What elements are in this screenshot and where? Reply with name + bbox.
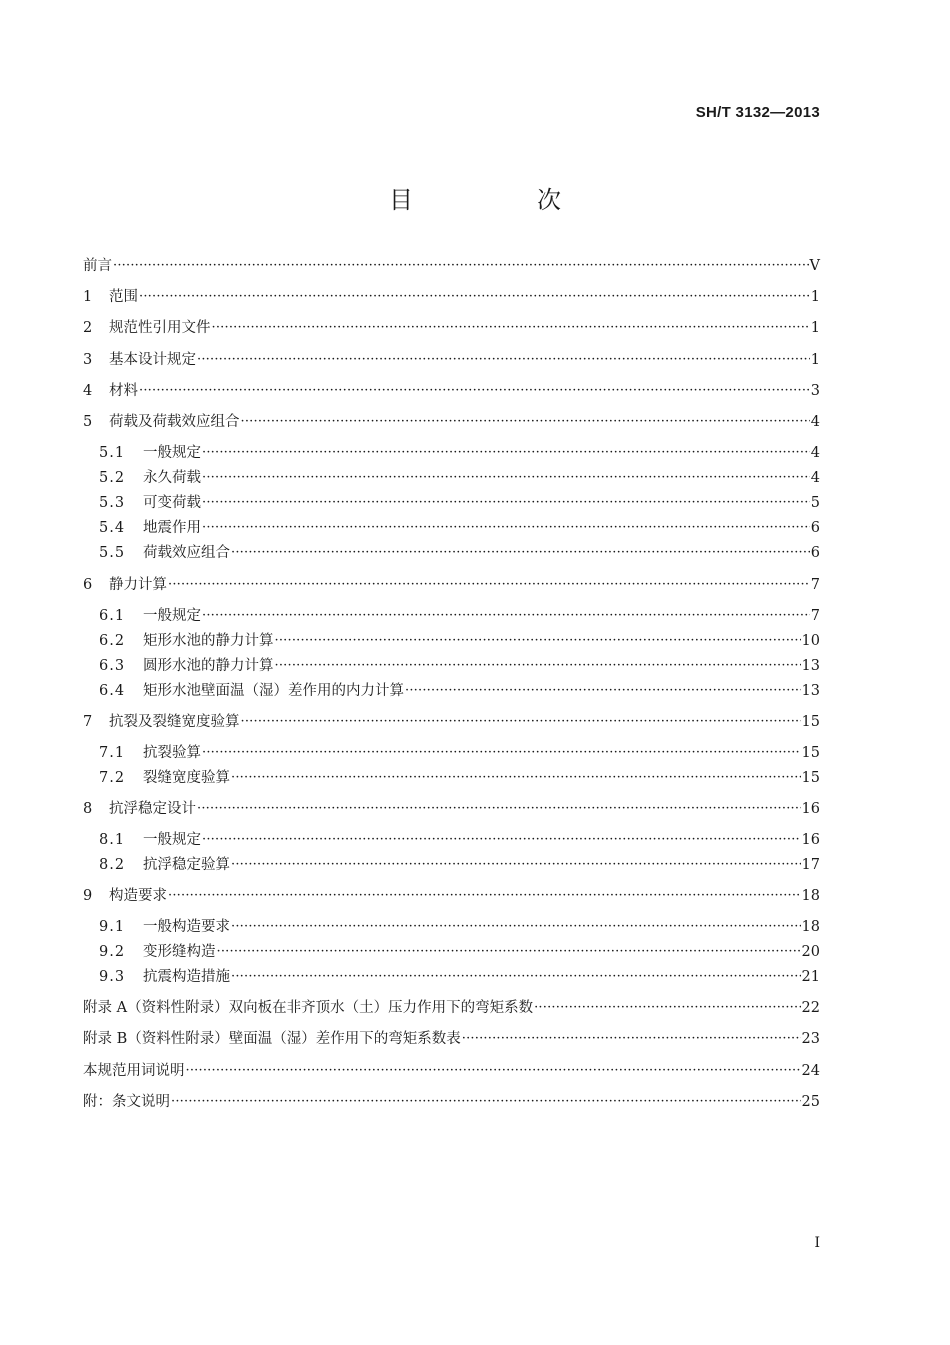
leader-dots <box>113 255 809 277</box>
leader-dots <box>231 542 810 564</box>
toc-number: 5.4 <box>99 520 126 536</box>
toc-page: 3 <box>810 383 820 399</box>
toc-entry-6-2[interactable] <box>83 630 820 652</box>
toc-label: 规范性引用文件 <box>109 320 211 336</box>
toc-entry-wording[interactable] <box>83 1060 820 1082</box>
leader-dots <box>217 941 801 963</box>
leader-dots <box>212 317 810 339</box>
leader-dots <box>202 605 810 627</box>
toc-number: 5.5 <box>99 545 126 561</box>
leader-dots <box>197 798 801 820</box>
leader-dots <box>168 574 810 596</box>
toc-number: 7 <box>83 714 93 730</box>
toc-number: 6.1 <box>99 608 126 624</box>
toc-entry-explanation[interactable] <box>83 1091 820 1113</box>
toc-entry-8[interactable] <box>83 798 820 820</box>
toc-entry-5-1[interactable] <box>83 442 820 464</box>
toc-number: 6 <box>83 577 93 593</box>
toc-number: 9.1 <box>99 919 126 935</box>
leader-dots <box>241 411 810 433</box>
toc-label: 附：条文说明 <box>83 1094 170 1110</box>
toc-label: 前言 <box>83 258 112 274</box>
toc-number: 5.3 <box>99 495 126 511</box>
toc-label: 一般规定 <box>143 832 201 848</box>
page-number: I <box>814 1235 820 1251</box>
leader-dots <box>405 680 801 702</box>
toc-page: V <box>809 258 820 274</box>
toc-label: 矩形水池壁面温（湿）差作用的内力计算 <box>143 683 404 699</box>
toc-entry-5-4[interactable] <box>83 517 820 539</box>
toc-page: 13 <box>801 683 820 699</box>
toc-entry-6-4[interactable] <box>83 680 820 702</box>
toc-page: 16 <box>801 801 820 817</box>
toc-number: 7.2 <box>99 770 126 786</box>
leader-dots <box>139 380 810 402</box>
toc-number: 8 <box>83 801 93 817</box>
leader-dots <box>202 517 810 539</box>
toc-page: 21 <box>801 969 820 985</box>
toc-label: 附录 B（资料性附录）壁面温（湿）差作用下的弯矩系数表 <box>83 1031 461 1047</box>
toc-number: 3 <box>83 352 93 368</box>
toc-number: 5.2 <box>99 470 126 486</box>
toc-page: 4 <box>810 445 820 461</box>
leader-dots <box>202 829 801 851</box>
toc-number: 8.2 <box>99 857 126 873</box>
leader-dots <box>202 442 810 464</box>
toc-entry-5-3[interactable] <box>83 492 820 514</box>
toc-label: 基本设计规定 <box>109 352 196 368</box>
toc-page: 23 <box>801 1031 820 1047</box>
toc-label: 抗浮稳定设计 <box>109 801 196 817</box>
toc-page: 1 <box>810 352 820 368</box>
toc-label: 本规范用词说明 <box>83 1063 185 1079</box>
leader-dots <box>186 1060 801 1082</box>
toc-entry-7-1[interactable] <box>83 742 820 764</box>
toc-entry-appendix-b[interactable] <box>83 1028 820 1050</box>
toc-page: 1 <box>810 320 820 336</box>
toc-page: 6 <box>810 545 820 561</box>
toc-page: 6 <box>810 520 820 536</box>
leader-dots <box>231 767 801 789</box>
leader-dots <box>197 349 810 371</box>
leader-dots <box>231 916 801 938</box>
toc-page: 17 <box>801 857 820 873</box>
toc-label: 一般规定 <box>143 608 201 624</box>
toc-page: 15 <box>801 745 820 761</box>
toc-number: 4 <box>83 383 93 399</box>
toc-label: 构造要求 <box>109 888 167 904</box>
leader-dots <box>462 1028 801 1050</box>
toc-number: 7.1 <box>99 745 126 761</box>
toc-entry-3[interactable] <box>83 349 820 371</box>
toc-page: 18 <box>801 888 820 904</box>
toc-entry-5-2[interactable] <box>83 467 820 489</box>
toc-label: 材料 <box>109 383 138 399</box>
toc-page: 22 <box>801 1000 820 1016</box>
toc-number: 8.1 <box>99 832 126 848</box>
leader-dots <box>139 286 810 308</box>
leader-dots <box>275 630 801 652</box>
page-title: 目 次 <box>389 186 611 214</box>
toc-label: 地震作用 <box>143 520 201 536</box>
toc-label: 荷载效应组合 <box>143 545 230 561</box>
toc-label: 一般规定 <box>143 445 201 461</box>
toc-entry-6-3[interactable] <box>83 655 820 677</box>
toc-number: 1 <box>83 289 93 305</box>
toc-page: 15 <box>801 770 820 786</box>
toc-page: 10 <box>801 633 820 649</box>
toc-entry-9[interactable] <box>83 885 820 907</box>
toc-page: 5 <box>810 495 820 511</box>
toc-label: 抗裂及裂缝宽度验算 <box>109 714 240 730</box>
toc-entry-5[interactable] <box>83 411 820 433</box>
toc-number: 9.3 <box>99 969 126 985</box>
toc-page: 13 <box>801 658 820 674</box>
toc-label: 静力计算 <box>109 577 167 593</box>
leader-dots <box>534 997 800 1019</box>
toc-page: 18 <box>801 919 820 935</box>
toc-label: 可变荷载 <box>143 495 201 511</box>
toc-number: 2 <box>83 320 93 336</box>
leader-dots <box>275 655 801 677</box>
toc-number: 5 <box>83 414 93 430</box>
leader-dots <box>202 742 801 764</box>
toc-page: 24 <box>801 1063 820 1079</box>
toc-label: 裂缝宽度验算 <box>143 770 230 786</box>
toc-label: 矩形水池的静力计算 <box>143 633 274 649</box>
toc-entry-9-1[interactable] <box>83 916 820 938</box>
toc-entry-4[interactable] <box>83 380 820 402</box>
toc-page: 7 <box>810 577 820 593</box>
toc-entry-1[interactable] <box>83 286 820 308</box>
toc-label: 抗浮稳定验算 <box>143 857 230 873</box>
toc-number: 6.2 <box>99 633 126 649</box>
toc-entry-9-3[interactable] <box>83 966 820 988</box>
toc-number: 9 <box>83 888 93 904</box>
toc-label: 永久荷载 <box>143 470 201 486</box>
toc-page: 15 <box>801 714 820 730</box>
toc-entry-8-2[interactable] <box>83 854 820 876</box>
toc-number: 9.2 <box>99 944 126 960</box>
toc-entry-5-5[interactable] <box>83 542 820 564</box>
toc-label: 变形缝构造 <box>143 944 216 960</box>
toc-page: 7 <box>810 608 820 624</box>
toc-entry-9-2[interactable] <box>83 941 820 963</box>
leader-dots <box>241 711 801 733</box>
toc-entry-foreword[interactable] <box>83 255 820 277</box>
toc-label: 荷载及荷载效应组合 <box>109 414 240 430</box>
toc-page: 1 <box>810 289 820 305</box>
toc-number: 6.3 <box>99 658 126 674</box>
toc-entry-7[interactable] <box>83 711 820 733</box>
toc-page: 20 <box>801 944 820 960</box>
toc-entry-appendix-a[interactable] <box>83 997 820 1019</box>
toc-label: 范围 <box>109 289 138 305</box>
leader-dots <box>168 885 801 907</box>
toc-entry-6[interactable] <box>83 574 820 596</box>
toc-number: 6.4 <box>99 683 126 699</box>
toc-label: 一般构造要求 <box>143 919 230 935</box>
toc-label: 抗震构造措施 <box>143 969 230 985</box>
toc-entry-6-1[interactable] <box>83 605 820 627</box>
toc-page: 4 <box>810 470 820 486</box>
toc-entry-2[interactable] <box>83 317 820 339</box>
leader-dots <box>231 854 801 876</box>
leader-dots <box>231 966 801 988</box>
toc-entry-7-2[interactable] <box>83 767 820 789</box>
toc-label: 抗裂验算 <box>143 745 201 761</box>
toc-label: 附录 A（资料性附录）双向板在非齐顶水（土）压力作用下的弯矩系数 <box>83 1000 534 1016</box>
toc-page: 16 <box>801 832 820 848</box>
toc-label: 圆形水池的静力计算 <box>143 658 274 674</box>
document-code: SH/T 3132—2013 <box>695 104 820 121</box>
toc-page: 4 <box>810 414 820 430</box>
leader-dots <box>171 1091 801 1113</box>
toc-entry-8-1[interactable] <box>83 829 820 851</box>
leader-dots <box>202 492 810 514</box>
toc-number: 5.1 <box>99 445 126 461</box>
toc-page: 25 <box>801 1094 820 1110</box>
leader-dots <box>202 467 810 489</box>
